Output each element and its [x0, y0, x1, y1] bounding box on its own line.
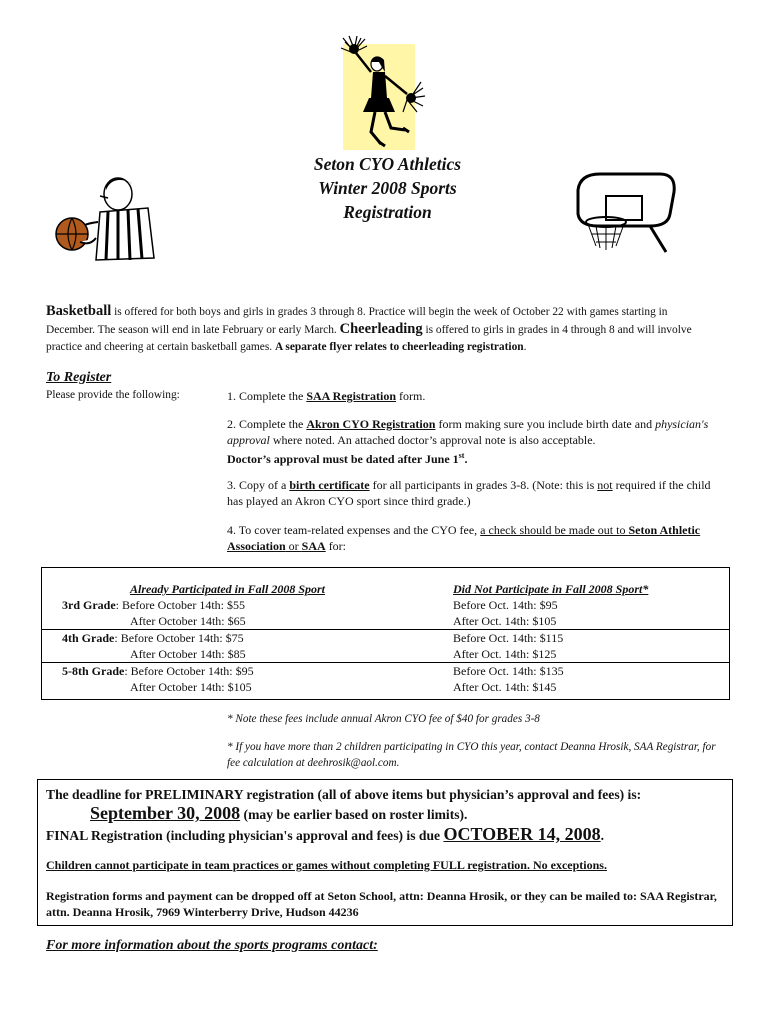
fee-value: After October 14th: $85 — [130, 647, 246, 661]
final-deadline — [46, 824, 726, 845]
step1-post: form. — [396, 389, 426, 403]
grade-label: 3rd Grade — [62, 598, 116, 612]
step-3 — [227, 477, 727, 509]
fee-note: * Note these fees include annual Akron CYO fee of $40 for grades 3-8 — [227, 713, 540, 725]
deadline-box — [37, 779, 733, 926]
basketball-hoop-clipart-icon — [570, 170, 680, 255]
seton-athletic-association: Seton Athletic Association — [227, 523, 701, 553]
title-line-2: Winter 2008 Sports — [318, 178, 457, 198]
fee-value: After October 14th: $65 — [130, 614, 246, 628]
step4-pre: 4. To cover team-related expenses and the CYO fee, — [227, 523, 481, 537]
grade-label: 4th Grade — [62, 631, 115, 645]
basketball-player-clipart-icon — [50, 172, 160, 262]
fee-table — [41, 567, 730, 700]
fee-value: Before Oct. 14th: $95 — [453, 598, 558, 612]
october-date: OCTOBER 14, 2008 — [443, 824, 601, 844]
saa-label: SAA — [301, 539, 326, 553]
cheerleading-label: Cheerleading — [339, 320, 423, 337]
col1-header: Already Participated in Fall 2008 Sport — [130, 582, 326, 596]
step3-pre: 3. Copy of a — [227, 478, 290, 492]
physician-approval: physician's approval — [227, 417, 709, 447]
step3-post: for all participants in grades 3-8. (Note: this is — [369, 478, 598, 492]
dropoff-info: Registration forms and payment can be dropped off at Seton School, attn: Deanna Hrosik, or they can be mailed to: SAA Registrar, attn. Deanna Hrosik, 7969 Winterberry Drive, Hudson 44236 — [46, 889, 717, 919]
step2-post2: where noted. An attached doctor’s approval note is also acceptable. — [269, 433, 596, 447]
step4-post: for: — [325, 539, 347, 553]
multi-child-note: * If you have more than 2 children participating in CYO this year, contact Deanna Hrosik, SAA Registrar, for fee calculation at deehrosik@aol.com. — [227, 741, 716, 769]
grade-sep: : — [124, 664, 131, 678]
cheerleading-text: is offered to girls in grades in 4 through 8 and will involve practice and cheering at certain basketball games. — [46, 323, 692, 353]
step-4 — [227, 522, 727, 554]
final-pre: FINAL Registration (including physician's approval and fees) is due — [46, 828, 444, 843]
col2-header: Did Not Participate in Fall 2008 Sport* — [453, 582, 649, 596]
fee-row-3rd-grade — [62, 597, 245, 613]
birth-certificate-link: birth certificate — [289, 478, 370, 492]
title-line-1: Seton CYO Athletics — [313, 154, 462, 174]
step1-pre: 1. Complete the — [227, 389, 307, 403]
saa-registration-link: SAA Registration — [306, 389, 396, 403]
september-deadline — [90, 803, 770, 824]
provide-label: Please provide the following: — [46, 389, 180, 401]
register-heading: To Register — [46, 370, 112, 385]
page-title — [280, 152, 495, 224]
title-line-3: Registration — [343, 202, 432, 222]
fee-value: Before Oct. 14th: $115 — [453, 631, 564, 645]
flyer-note: A separate flyer relates to cheerleading registration — [274, 340, 524, 353]
basketball-text: is offered for both boys and girls in grades 3 through 8. Practice will begin the week of October 22 with games starting in December. The season will end in late February or early March. — [46, 306, 668, 336]
fee-value: After Oct. 14th: $125 — [453, 647, 557, 661]
intro-period: . — [523, 340, 527, 353]
fee-value: Before October 14th: $75 — [120, 631, 244, 645]
fee-value: After Oct. 14th: $105 — [453, 614, 557, 628]
grade-label: 5-8th Grade — [62, 664, 125, 678]
september-date: September 30, 2008 — [90, 803, 241, 823]
step-2 — [227, 416, 727, 467]
doctor-approval-note: Doctor’s approval must be dated after June 1 — [227, 452, 459, 466]
step2-end: . — [464, 452, 468, 466]
step-1 — [227, 388, 727, 404]
intro-paragraph — [46, 303, 716, 355]
akron-cyo-registration-link: Akron CYO Registration — [306, 417, 436, 431]
preliminary-deadline: The deadline for PRELIMINARY registration (all of above items but physician’s approval and fees) is: — [46, 787, 642, 802]
step2-sup: st — [458, 451, 465, 460]
step2-post: form making sure you include birth date and — [435, 417, 656, 431]
fee-value: Before October 14th: $55 — [122, 598, 245, 612]
fee-value: After October 14th: $105 — [130, 680, 252, 694]
step2-pre: 2. Complete the — [227, 417, 307, 431]
fee-value: Before Oct. 14th: $135 — [453, 664, 564, 678]
step3-post2: required if the child has played an Akron CYO sport since third grade.) — [227, 478, 711, 508]
fee-value: Before October 14th: $95 — [130, 664, 254, 678]
fee-value: After Oct. 14th: $145 — [453, 680, 557, 694]
final-end: . — [600, 828, 605, 843]
grade-sep: : — [114, 631, 121, 645]
cheerleader-clipart-icon — [343, 44, 415, 150]
grade-sep: : — [115, 598, 123, 612]
step4-check: a check should be made out to — [480, 523, 629, 537]
step4-or: or — [285, 539, 302, 553]
step3-not: not — [597, 478, 613, 492]
fee-row-4th-grade — [62, 630, 244, 646]
basketball-label: Basketball — [46, 303, 112, 319]
roster-note: (may be earlier based on roster limits). — [240, 807, 468, 822]
no-exceptions-warning: Children cannot participate in team practices or games without completing FULL registration. No exceptions. — [46, 858, 607, 872]
fee-row-5-8th-grade — [62, 663, 254, 679]
more-info-heading: For more information about the sports programs contact: — [46, 938, 378, 953]
